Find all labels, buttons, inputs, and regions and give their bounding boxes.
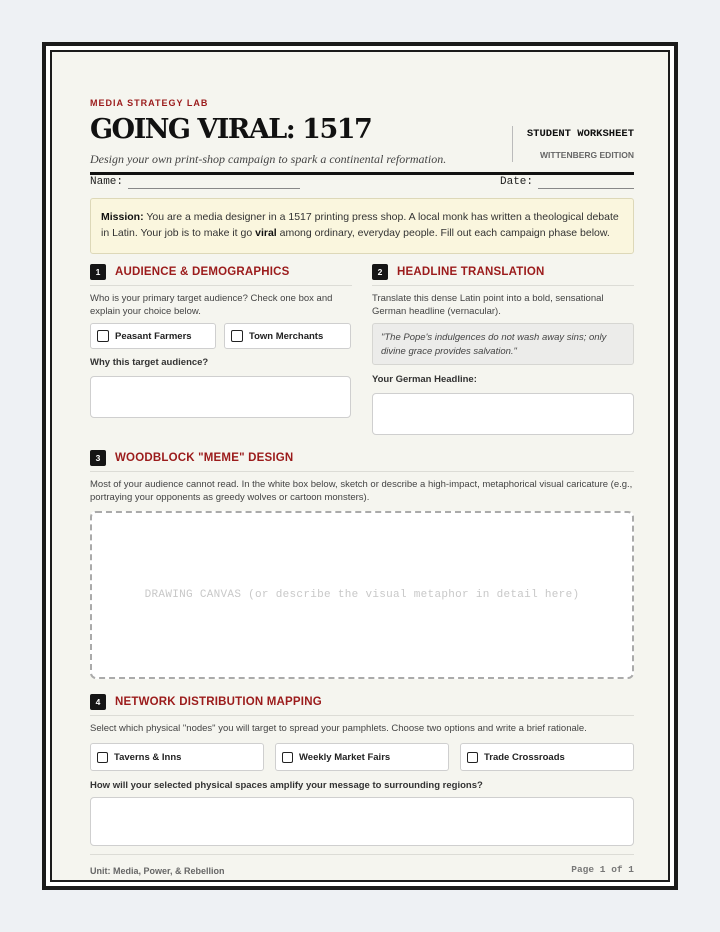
section-number: 4: [90, 694, 106, 710]
kicker-label: MEDIA STRATEGY LAB: [90, 98, 209, 108]
footer-divider: [90, 854, 634, 855]
worksheet-content: [90, 98, 634, 876]
section-network-description: Select which physical "nodes" you will target to spread your pamphlets. Choose two options and write a brief rationale.: [90, 723, 587, 734]
footer-page-number: Page 1 of 1: [571, 864, 634, 875]
section-headline-description: Translate this dense Latin point into a bold, sensational German headline (vernacular).: [372, 293, 604, 317]
section-audience-description: Who is your primary target audience? Check one box and explain your choice below.: [90, 293, 333, 317]
section-divider: [90, 285, 352, 286]
section-divider: [372, 285, 634, 286]
drawing-canvas[interactable]: [90, 511, 634, 679]
audience-answer-box[interactable]: [90, 376, 351, 418]
option-label: Peasant Farmers: [115, 330, 192, 342]
section-number: 1: [90, 264, 106, 280]
section-meme-description: Most of your audience cannot read. In the white box below, sketch or describe a high-impact, metaphorical visual caricature (e.g., portraying your opponents as greedy wolves or cartoon monsters).: [90, 479, 633, 503]
page-subtitle: Design your own print-shop campaign to spark a continental reformation.: [90, 152, 447, 166]
worksheet-badge: [512, 126, 634, 162]
section-number: 3: [90, 450, 106, 466]
checkbox-icon[interactable]: [97, 752, 108, 763]
mission-text-1: You are a media designer in a 1517 printing press shop. A local monk has written a theological debate in Latin. Your job is to make it go: [101, 211, 619, 239]
section-title: NETWORK DISTRIBUTION MAPPING: [115, 696, 322, 708]
worksheet-label: STUDENT WORKSHEET: [526, 128, 634, 140]
option-trade-crossroads[interactable]: [460, 743, 634, 771]
option-taverns-inns[interactable]: [90, 743, 264, 771]
mission-emphasis: viral: [255, 227, 277, 239]
worksheet-page: [50, 50, 670, 882]
option-label: Town Merchants: [249, 330, 324, 342]
checkbox-icon[interactable]: [97, 330, 109, 342]
edition-label: WITTENBERG EDITION: [540, 150, 634, 160]
mission-box: [90, 198, 634, 254]
mission-text-2: among ordinary, everyday people. Fill out each campaign phase below.: [276, 227, 610, 239]
option-peasant-farmers[interactable]: [90, 323, 216, 349]
section-audience-header: [90, 264, 290, 280]
mission-label: Mission:: [101, 211, 144, 223]
checkbox-icon[interactable]: [282, 752, 293, 763]
canvas-placeholder: DRAWING CANVAS (or describe the visual metaphor in detail here): [144, 589, 580, 601]
name-date-row: [90, 176, 634, 188]
date-label: Date:: [500, 176, 534, 188]
section-network-header: [90, 694, 322, 710]
option-label: Taverns & Inns: [114, 751, 182, 763]
section-divider: [90, 715, 634, 716]
page-title: GOING VIRAL: 1517: [90, 114, 372, 145]
section-divider: [90, 471, 634, 472]
network-question: How will your selected physical spaces amplify your message to surrounding regions?: [90, 780, 483, 791]
date-field[interactable]: [538, 188, 634, 189]
section-headline-header: [372, 264, 545, 280]
latin-quote-box: "The Pope's indulgences do not wash away sins; only divine grace provides salvation.": [372, 323, 634, 365]
checkbox-icon[interactable]: [467, 752, 478, 763]
option-town-merchants[interactable]: [224, 323, 351, 349]
option-weekly-market-fairs[interactable]: [275, 743, 449, 771]
headline-question: Your German Headline:: [372, 374, 477, 385]
name-label: Name:: [90, 176, 124, 188]
worksheet-page-frame: [42, 42, 678, 890]
name-field[interactable]: [128, 188, 300, 189]
option-label: Weekly Market Fairs: [299, 751, 391, 763]
headline-answer-box[interactable]: [372, 393, 634, 435]
section-number: 2: [372, 264, 388, 280]
section-title: HEADLINE TRANSLATION: [397, 266, 545, 278]
section-title: AUDIENCE & DEMOGRAPHICS: [115, 266, 290, 278]
option-label: Trade Crossroads: [484, 751, 565, 763]
section-meme-header: [90, 450, 293, 466]
footer-unit: Unit: Media, Power, & Rebellion: [90, 866, 225, 876]
audience-question: Why this target audience?: [90, 357, 209, 368]
network-answer-box[interactable]: [90, 797, 634, 846]
header-divider: [90, 172, 634, 175]
section-title: WOODBLOCK "MEME" DESIGN: [115, 452, 294, 464]
checkbox-icon[interactable]: [231, 330, 243, 342]
